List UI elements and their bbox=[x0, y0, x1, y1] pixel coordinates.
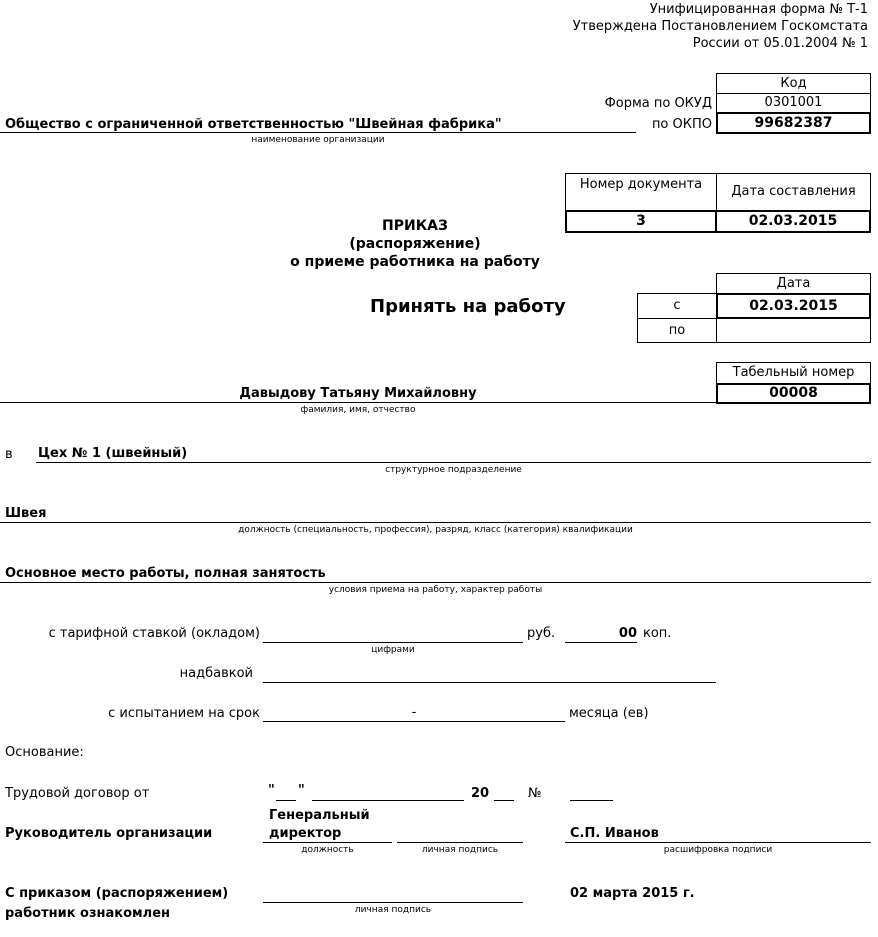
contract-number-sign: № bbox=[528, 786, 542, 801]
ack-line2: работник ознакомлен bbox=[5, 906, 171, 921]
head-sign-caption: личная подпись bbox=[421, 845, 499, 855]
head-sign-underline bbox=[397, 842, 523, 843]
contract-label: Трудовой договор от bbox=[5, 786, 150, 801]
probation-value: - bbox=[411, 705, 417, 720]
hire-to-value bbox=[716, 318, 871, 343]
probation-underline bbox=[263, 721, 565, 722]
department-prefix: в bbox=[5, 447, 13, 462]
contract-quote-close: " bbox=[298, 783, 305, 798]
months-label: месяца (ев) bbox=[569, 706, 649, 721]
head-position-underline bbox=[263, 842, 392, 843]
position-caption: должность (специальность, профессия), разряд, класс (категория) квалификации bbox=[238, 525, 633, 535]
order-subtitle: (распоряжение) bbox=[349, 236, 481, 252]
tab-number-value: 00008 bbox=[716, 383, 871, 404]
rate-label: с тарифной ставкой (окладом) bbox=[48, 626, 260, 641]
rate-underline bbox=[263, 642, 523, 643]
bonus-label: надбавкой bbox=[179, 666, 253, 681]
employee-full-name: Давыдову Татьяну Михайловну bbox=[239, 386, 477, 401]
position-underline bbox=[0, 522, 871, 523]
contract-day-underline bbox=[276, 800, 296, 801]
head-position-line2: директор bbox=[269, 826, 342, 841]
contract-year-underline bbox=[494, 800, 514, 801]
form-header-line1: Унифицированная форма № Т-1 bbox=[649, 2, 868, 17]
probation-label: с испытанием на срок bbox=[108, 706, 260, 721]
head-label: Руководитель организации bbox=[5, 826, 213, 841]
kop-label: коп. bbox=[643, 626, 672, 641]
employee-name-caption: фамилия, имя, отчество bbox=[300, 405, 416, 415]
hire-date-header: Дата bbox=[716, 273, 871, 294]
position-value: Швея bbox=[5, 506, 47, 521]
basis-label: Основание: bbox=[5, 745, 84, 760]
head-name-caption: расшифровка подписи bbox=[663, 845, 773, 855]
contract-quote-open: " bbox=[268, 783, 275, 798]
code-header-cell: Код bbox=[716, 73, 871, 94]
okud-value-cell: 0301001 bbox=[716, 93, 871, 113]
order-title: ПРИКАЗ bbox=[382, 218, 448, 234]
bonus-underline bbox=[263, 682, 716, 683]
ack-sign-underline bbox=[263, 902, 523, 903]
kop-underline bbox=[565, 642, 637, 643]
rate-digits-caption: цифрами bbox=[371, 645, 415, 655]
doc-number-header: Номер документа bbox=[565, 173, 717, 211]
department-value: Цех № 1 (швейный) bbox=[38, 446, 188, 461]
conditions-caption: условия приема на работу, характер работы bbox=[328, 585, 543, 595]
hire-heading: Принять на работу bbox=[370, 296, 566, 317]
form-header-line2: Утверждена Постановлением Госкомстата bbox=[572, 19, 868, 34]
hire-from-label: с bbox=[637, 293, 717, 319]
department-underline bbox=[36, 462, 871, 463]
hire-to-label: по bbox=[637, 318, 717, 343]
ack-sign-caption: личная подпись bbox=[354, 905, 432, 915]
contract-month-underline bbox=[312, 800, 464, 801]
contract-year-prefix: 20 bbox=[471, 786, 490, 801]
head-position-line1: Генеральный bbox=[269, 808, 370, 823]
okpo-value-cell: 99682387 bbox=[716, 112, 871, 134]
contract-number-underline bbox=[570, 800, 613, 801]
head-position-caption: должность bbox=[301, 845, 354, 855]
head-name-underline bbox=[565, 842, 871, 843]
organization-name: Общество с ограниченной ответственностью "Швейная фабрика" bbox=[5, 117, 502, 132]
conditions-underline bbox=[0, 582, 871, 583]
tab-number-header: Табельный номер bbox=[716, 362, 871, 384]
ack-line1: С приказом (распоряжением) bbox=[5, 886, 229, 901]
kop-value: 00 bbox=[618, 626, 637, 641]
department-caption: структурное подразделение bbox=[385, 465, 522, 475]
doc-number-value: 3 bbox=[565, 210, 717, 233]
conditions-value: Основное место работы, полная занятость bbox=[5, 566, 326, 581]
rub-label: руб. bbox=[527, 626, 556, 641]
okpo-label: по ОКПО bbox=[651, 117, 712, 132]
employee-name-underline bbox=[0, 402, 716, 403]
head-name: С.П. Иванов bbox=[570, 826, 659, 841]
okud-label: Форма по ОКУД bbox=[604, 96, 712, 111]
doc-date-value: 02.03.2015 bbox=[715, 210, 871, 233]
ack-date: 02 марта 2015 г. bbox=[570, 886, 695, 901]
hire-from-value: 02.03.2015 bbox=[716, 293, 871, 319]
organization-underline bbox=[0, 132, 636, 133]
doc-date-header: Дата составления bbox=[716, 173, 871, 211]
form-header-line3: России от 05.01.2004 № 1 bbox=[692, 36, 868, 51]
organization-caption: наименование организации bbox=[251, 135, 385, 145]
order-purpose: о приеме работника на работу bbox=[290, 254, 540, 270]
